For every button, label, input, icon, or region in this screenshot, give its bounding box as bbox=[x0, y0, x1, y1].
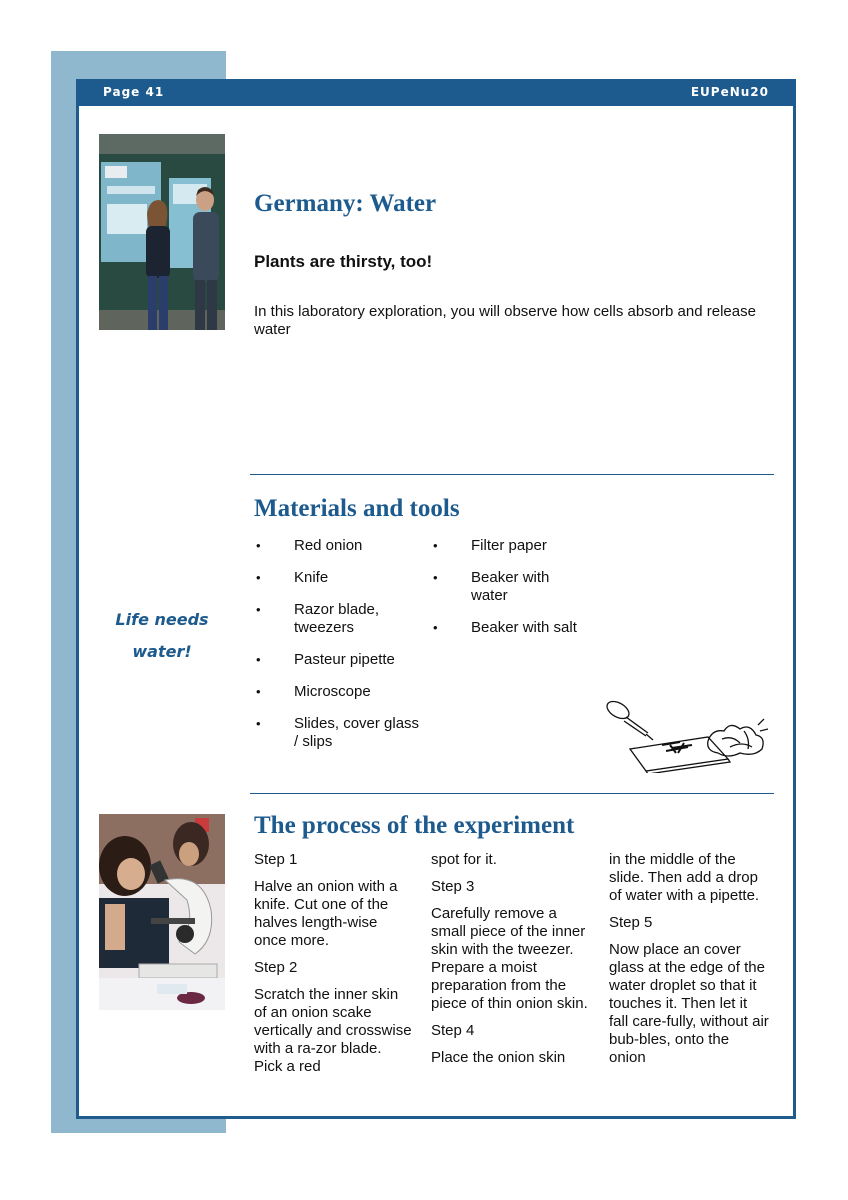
step-heading: Step 3 bbox=[431, 878, 475, 895]
page-number: Page 41 bbox=[103, 85, 165, 99]
list-item: • Pasteur pipette bbox=[254, 651, 424, 669]
header-bar bbox=[76, 79, 796, 106]
intro-title: Germany: Water bbox=[254, 190, 437, 217]
materials-list-2 bbox=[431, 537, 581, 651]
side-quote-line-2: water! bbox=[132, 642, 192, 661]
intro-subtitle: Plants are thirsty, too! bbox=[254, 252, 433, 271]
process-column-3 bbox=[609, 851, 769, 1076]
list-item: • Razor blade, tweezers bbox=[254, 601, 424, 637]
list-item: • Knife bbox=[254, 569, 424, 587]
step-heading: Step 1 bbox=[254, 851, 298, 868]
process-column-2 bbox=[431, 851, 591, 1076]
step-heading: Step 5 bbox=[609, 914, 653, 931]
side-quote bbox=[100, 604, 224, 668]
side-quote-line-1: Life needs bbox=[115, 610, 209, 629]
process-title: The process of the experiment bbox=[254, 812, 575, 839]
list-item: • Red onion bbox=[254, 537, 424, 555]
step-text: in the middle of the slide. Then add a drop of water with a pipette. bbox=[609, 851, 760, 904]
step-text: Place the onion skin bbox=[431, 1049, 566, 1066]
materials-list-1 bbox=[254, 537, 424, 765]
step-text: Halve an onion with a knife. Cut one of the halves length-wise once more. bbox=[254, 878, 398, 949]
process-column-1 bbox=[254, 851, 414, 1085]
step-text: Carefully remove a small piece of the inner skin with the tweezer. Prepare a moist preparation from the piece of thin onion skin. bbox=[431, 905, 588, 1012]
step-heading: Step 2 bbox=[254, 959, 298, 976]
student-microscope-photo bbox=[99, 814, 225, 1010]
pipette-slide-drawing bbox=[600, 695, 772, 773]
list-item: • Filter paper bbox=[431, 537, 581, 555]
divider-2 bbox=[250, 793, 774, 794]
project-name: EUPeNu20 bbox=[690, 85, 769, 99]
list-item: • Microscope bbox=[254, 683, 424, 701]
list-item: • Slides, cover glass / slips bbox=[254, 715, 424, 751]
divider-1 bbox=[250, 474, 774, 475]
step-text: spot for it. bbox=[431, 851, 497, 868]
intro-description: In this laboratory exploration, you will observe how cells absorb and release water bbox=[254, 303, 756, 338]
step-text: Now place an cover glass at the edge of the water droplet so that it touches it. Then let it fall care-fully, without air bub-bles, onto the onion bbox=[609, 941, 769, 1066]
step-text: Scratch the inner skin of an onion scake vertically and crosswise with a ra-zor blade. Pick a red bbox=[254, 986, 412, 1075]
list-item: • Beaker with salt bbox=[431, 619, 581, 637]
materials-title: Materials and tools bbox=[254, 495, 460, 522]
list-item: • Beaker with water bbox=[431, 569, 581, 605]
students-at-poster-photo bbox=[99, 134, 225, 330]
step-heading: Step 4 bbox=[431, 1022, 475, 1039]
